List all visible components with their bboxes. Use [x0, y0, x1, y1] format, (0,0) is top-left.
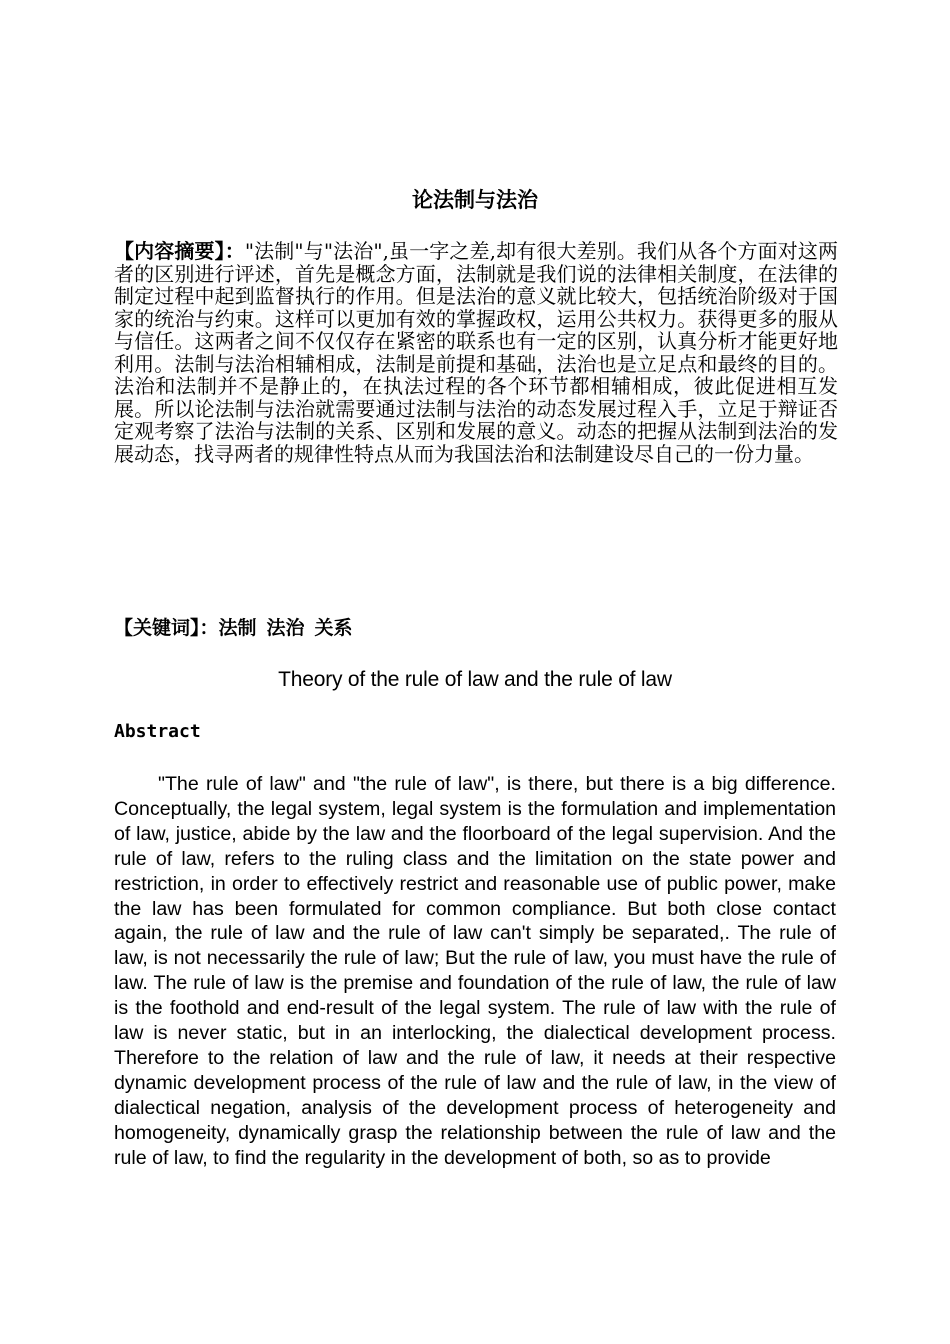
- chinese-title: 论法制与法治: [412, 188, 538, 212]
- chinese-abstract: [114, 240, 838, 465]
- abstract-text-cn: "法制"与"法治",虽一字之差,却有很大差别。我们从各个方面对这两者的区别进行评述，首先是概念方面，法制就是我们说的法律相关制度，在法律的制定过程中起到监督执行的作用。但是法治的意义就比较大，包括统治阶级对于国家的统治与约束。这样可以更加有效的掌握政权，运用公共权力。获得更多的服从与信任。这两者之间不仅仅存在紧密的联系也有一定的区别，认真分析才能更好地利用。法制与法治相辅相成，法制是前提和基础，法治也是立足点和最终的目的。法治和法制并不是静止的，在执法过程的各个环节都相辅相成，彼此促进相互发展。所以论法制与法治就需要通过法制与法治的动态发展过程入手，立足于辩证否定观考察了法治与法制的关系、区别和发展的意义。动态的把握从法制到法治的发展动态，找寻两者的规律性特点从而为我国法治和法制建设尽自己的一份力量。: [114, 239, 838, 466]
- keywords-label: 【关键词】：: [114, 617, 219, 639]
- english-abstract: "The rule of law" and "the rule of law", is there, but there is a big difference. Conceptually, the legal system, legal system is the formulation and implementation of law, justice, abide by the law and the floorboard of the legal supervision. And the rule of law, refers to the ruling class and the limitation on the state power and restriction, in order to effectively restrict and reasonable use of public power, make the law has been formulated for common compliance. But both close contact again, the rule of law and the rule of law can't simply be separated,. The rule of law, is not necessarily the rule of law; But the rule of law, you must have the rule of law. The rule of law is the premise and foundation of the rule of law, the rule of law is the foothold and end-result of the legal system. The rule of law with the rule of law is never static, but in an interlocking, the dialectical development process. Therefore to the relation of law and the rule of law, it needs at their respective dynamic development process of the rule of law and the rule of law, in the view of dialectical negation, analysis of the development process of heterogeneity and homogeneity, dynamically grasp the relationship between the rule of law and the rule of law, to find the regularity in the development of both, so as to provide: [114, 773, 836, 1169]
- keyword-item: 关系: [314, 617, 353, 639]
- keywords-line: [114, 615, 363, 641]
- abstract-heading-en: Abstract: [114, 721, 201, 742]
- keyword-item: 法制: [218, 617, 257, 639]
- english-title: Theory of the rule of law and the rule of law: [278, 668, 672, 691]
- keyword-item: 法治: [266, 617, 305, 639]
- abstract-label-cn: 【内容摘要】：: [114, 239, 245, 263]
